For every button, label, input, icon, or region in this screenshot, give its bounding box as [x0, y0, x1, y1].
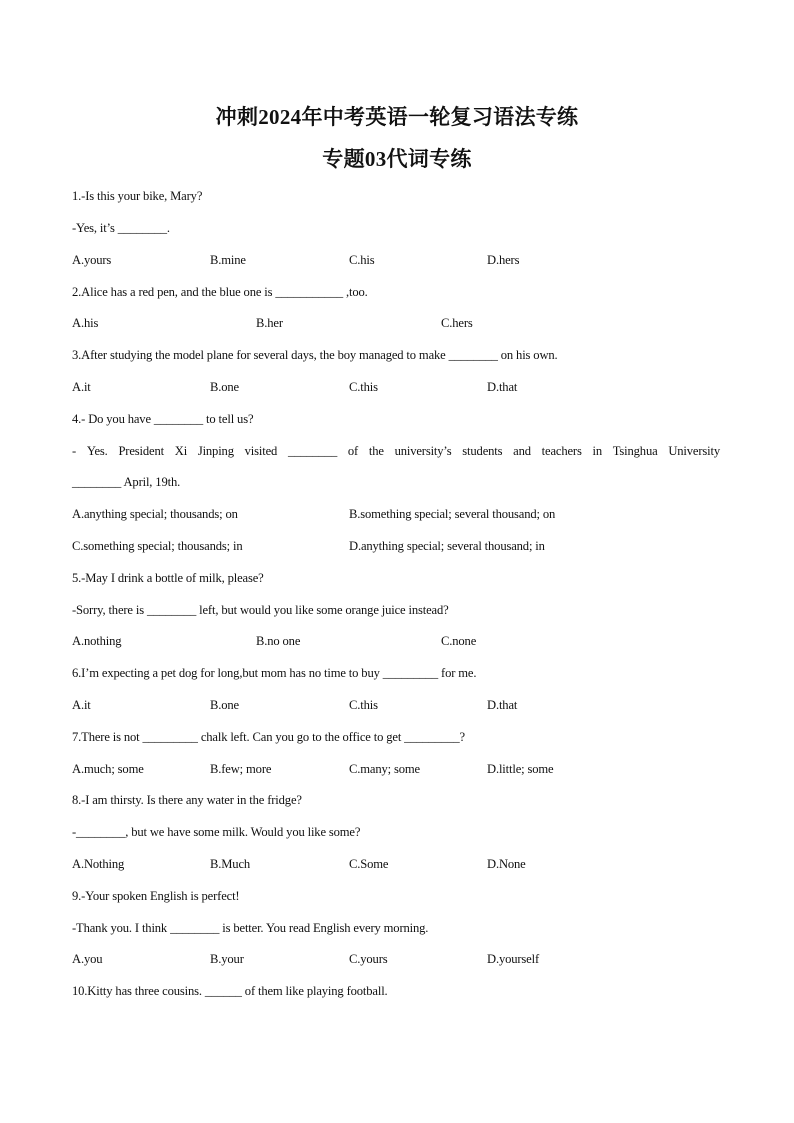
q4-word: visited	[244, 444, 278, 458]
q3-stem: 3.After studying the model plane for several days, the boy managed to make ________ on his own.	[72, 348, 558, 362]
q4-word: in	[592, 444, 602, 458]
q8-option-a: A.Nothing	[72, 857, 125, 871]
q1-option-a: A.yours	[72, 253, 112, 267]
q8-answer-line: -________, but we have some milk. Would you like some?	[72, 825, 361, 839]
q9-option-d: D.yourself	[487, 952, 540, 966]
document-subtitle: 专题03代词专练	[322, 147, 472, 171]
q4-word: Jinping	[197, 444, 234, 458]
q4-option-b: B.something special; several thousand; on	[349, 507, 556, 521]
q4-option-c: C.something special; thousands; in	[72, 539, 243, 553]
q3-option-c: C.this	[349, 380, 378, 394]
q2-option-b: B.her	[256, 316, 283, 330]
q7-option-a: A.much; some	[72, 762, 144, 776]
q6-option-d: D.that	[487, 698, 518, 712]
q4-word: ________	[287, 444, 338, 458]
q4-word: the	[368, 444, 384, 458]
q4-word: and	[513, 444, 531, 458]
q3-option-b: B.one	[210, 380, 239, 394]
q6-option-c: C.this	[349, 698, 378, 712]
q5-option-a: A.nothing	[72, 634, 122, 648]
q4-word: Tsinghua	[612, 444, 658, 458]
q4-word: of	[347, 444, 359, 458]
q9-stem: 9.-Your spoken English is perfect!	[72, 889, 240, 903]
q8-option-c: C.Some	[349, 857, 389, 871]
q4-option-a: A.anything special; thousands; on	[72, 507, 238, 521]
q8-stem: 8.-I am thirsty. Is there any water in the fridge?	[72, 793, 302, 807]
q8-option-d: D.None	[487, 857, 526, 871]
q7-option-d: D.little; some	[487, 762, 554, 776]
q1-answer-line: -Yes, it’s ________.	[72, 221, 170, 235]
q4-word: Xi	[174, 444, 188, 458]
q4-option-d: D.anything special; several thousand; in	[349, 539, 545, 553]
document-title: 冲刺2024年中考英语一轮复习语法专练	[215, 105, 579, 129]
q1-option-c: C.his	[349, 253, 375, 267]
q5-answer-line: -Sorry, there is ________ left, but would you like some orange juice instead?	[72, 603, 449, 617]
q4-word: University	[668, 444, 720, 458]
q8-option-b: B.Much	[210, 857, 251, 871]
q7-option-c: C.many; some	[349, 762, 420, 776]
q9-answer-line: -Thank you. I think ________ is better. You read English every morning.	[72, 921, 429, 935]
q4-word: teachers	[541, 444, 582, 458]
q1-stem: 1.-Is this your bike, Mary?	[72, 189, 203, 203]
q2-stem: 2.Alice has a red pen, and the blue one is ___________ ,too.	[72, 285, 368, 299]
q9-option-b: B.your	[210, 952, 244, 966]
q6-option-b: B.one	[210, 698, 239, 712]
q5-stem: 5.-May I drink a bottle of milk, please?	[72, 571, 264, 585]
q4-word: Yes.	[86, 444, 108, 458]
q4-word: students	[462, 444, 503, 458]
q6-option-a: A.it	[72, 698, 91, 712]
q10-stem: 10.Kitty has three cousins. ______ of them like playing football.	[72, 984, 388, 998]
q3-option-a: A.it	[72, 380, 91, 394]
q1-option-b: B.mine	[210, 253, 246, 267]
q5-option-b: B.no one	[256, 634, 301, 648]
q3-option-d: D.that	[487, 380, 518, 394]
q7-option-b: B.few; more	[210, 762, 272, 776]
q4-word: President	[118, 444, 164, 458]
q9-option-c: C.yours	[349, 952, 388, 966]
q9-option-a: A.you	[72, 952, 103, 966]
q4-word: university’s	[394, 444, 452, 458]
q4-stem: 4.- Do you have ________ to tell us?	[72, 412, 254, 426]
q6-stem: 6.I’m expecting a pet dog for long,but mom has no time to buy _________ for me.	[72, 666, 477, 680]
q2-option-a: A.his	[72, 316, 99, 330]
q4-continuation: ________ April, 19th.	[72, 475, 181, 489]
q4-word: -	[72, 444, 77, 458]
q2-option-c: C.hers	[441, 316, 473, 330]
q5-option-c: C.none	[441, 634, 477, 648]
q1-option-d: D.hers	[487, 253, 520, 267]
q4-justified-line	[72, 443, 720, 459]
q7-stem: 7.There is not _________ chalk left. Can you go to the office to get _________?	[72, 730, 465, 744]
